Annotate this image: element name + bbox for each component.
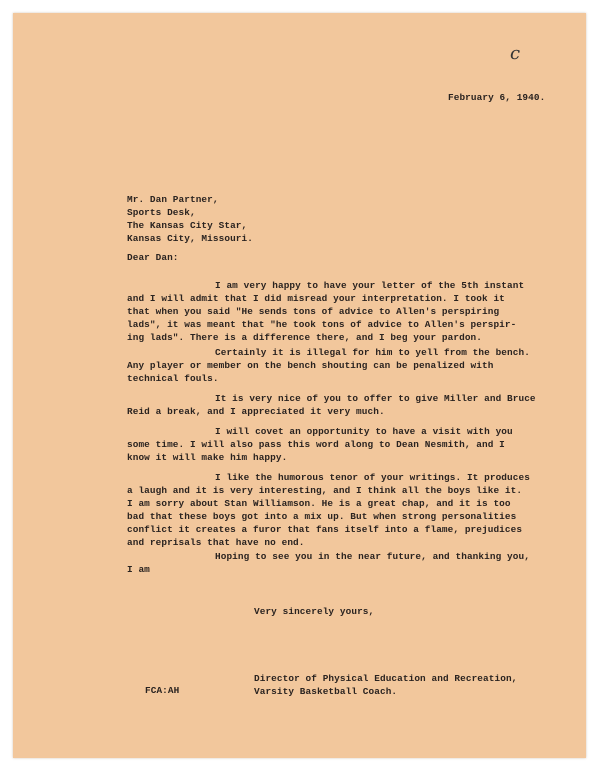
text-line: I am bbox=[127, 564, 150, 575]
text-line: I like the humorous tenor of your writings. It produces bbox=[215, 472, 530, 483]
text-line: that when you said "He sends tons of advice to Allen's perspiring bbox=[127, 306, 500, 317]
address-line: Kansas City, Missouri. bbox=[127, 233, 253, 244]
paragraph-visit bbox=[127, 425, 527, 464]
text-line: bad that these boys got into a mix up. But when strong personalities bbox=[127, 511, 517, 522]
paragraph-closing-remark bbox=[127, 550, 530, 576]
text-line: Any player or member on the bench shouting can be penalized with bbox=[127, 360, 494, 371]
text-line: know it will make him happy. bbox=[127, 452, 288, 463]
text-line: and I will admit that I did misread your interpretation. I took it bbox=[127, 293, 505, 304]
paragraph-letter-reply bbox=[127, 279, 527, 344]
text-line: conflict it creates a furor that fans itself into a flame, prejudices bbox=[127, 524, 523, 535]
letter-date: February 6, 1940. bbox=[448, 92, 546, 103]
text-line: a laugh and it is very interesting, and I think all the boys like it. bbox=[127, 485, 523, 496]
text-line: It is very nice of you to offer to give Miller and Bruce bbox=[215, 393, 536, 404]
recipient-address bbox=[127, 193, 253, 245]
text-line: I will covet an opportunity to have a visit with you bbox=[215, 426, 513, 437]
text-line: and reprisals that have no end. bbox=[127, 537, 305, 548]
text-line: ing lads". There is a difference there, and I beg your pardon. bbox=[127, 332, 483, 343]
text-line: I am very happy to have your letter of the 5th instant bbox=[215, 280, 525, 291]
salutation: Dear Dan: bbox=[127, 252, 179, 263]
file-mark: c bbox=[510, 43, 521, 64]
signature-title-line: Varsity Basketball Coach. bbox=[254, 686, 398, 697]
text-line: Certainly it is illegal for him to yell from the bench. bbox=[215, 347, 530, 358]
address-line: Sports Desk, bbox=[127, 207, 196, 218]
text-line: lads", it was meant that "he took tons of advice to Allen's perspir- bbox=[127, 319, 517, 330]
text-line: Reid a break, and I appreciated it very much. bbox=[127, 406, 385, 417]
complimentary-close: Very sincerely yours, bbox=[254, 606, 375, 617]
signature-title-line: Director of Physical Education and Recreation, bbox=[254, 673, 518, 684]
address-line: Mr. Dan Partner, bbox=[127, 194, 219, 205]
text-line: technical fouls. bbox=[127, 373, 219, 384]
paragraph-bench-rule bbox=[127, 346, 530, 385]
text-line: Hoping to see you in the near future, and thanking you, bbox=[215, 551, 530, 562]
reference-initials: FCA:AH bbox=[145, 685, 180, 696]
letter-page bbox=[13, 13, 586, 758]
paragraph-miller-reid bbox=[127, 392, 536, 418]
paragraph-writings bbox=[127, 471, 530, 549]
text-line: some time. I will also pass this word along to Dean Nesmith, and I bbox=[127, 439, 505, 450]
signature-block bbox=[254, 672, 517, 698]
address-line: The Kansas City Star, bbox=[127, 220, 248, 231]
text-line: I am sorry about Stan Williamson. He is a great chap, and it is too bbox=[127, 498, 511, 509]
